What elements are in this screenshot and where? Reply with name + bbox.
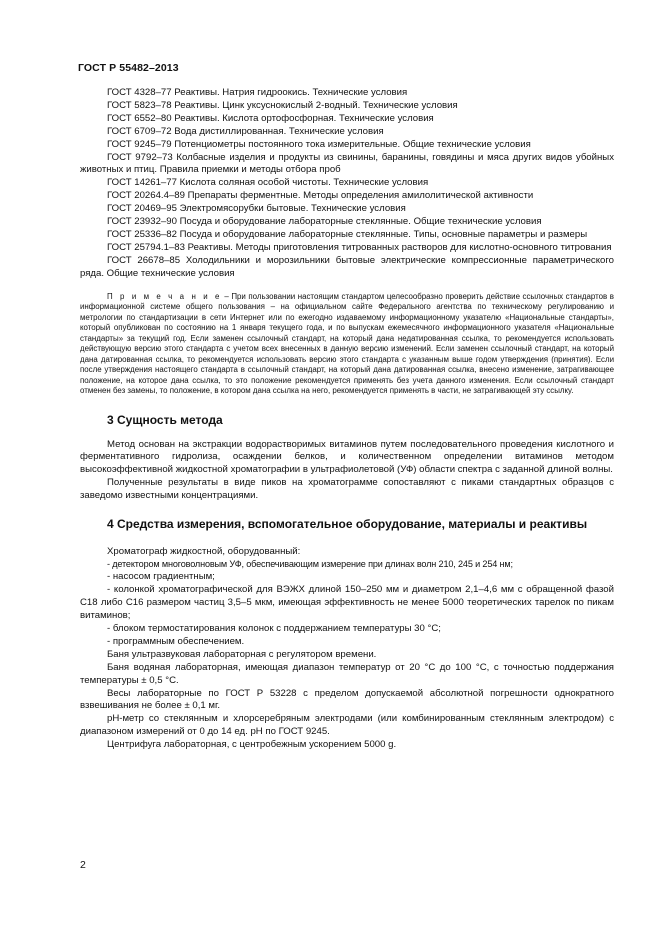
reference-item: ГОСТ 6709–72 Вода дистиллированная. Технические условия <box>107 125 384 137</box>
page-number: 2 <box>80 859 86 871</box>
section-3-paragraph: Метод основан на экстракции водорастворимых витаминов путем последовательного проведения кислотного и ферментативного гидролиза, осаждении белков, и количественном определении витаминов методом высокоэффективной жидкостной хроматографии в ультрафиолетовой (УФ) области спектра с заданной длиной волны. <box>80 438 614 476</box>
reference-item: ГОСТ 25794.1–83 Реактивы. Методы приготовления титрованных растворов для кислотно-основного титрования <box>107 241 612 253</box>
section-4-heading: 4 Средства измерения, вспомогательное оборудование, материалы и реактивы <box>107 517 588 532</box>
document-header: ГОСТ Р 55482–2013 <box>78 62 179 74</box>
section-3-heading: 3 Сущность метода <box>107 412 223 427</box>
equipment-line: Весы лабораторные по ГОСТ Р 53228 с пределом допускаемой абсолютной погрешности однократного взвешивания не более ± 0,1 мг. <box>80 687 614 712</box>
equipment-line: - программным обеспечением. <box>107 635 245 647</box>
note-text: – При пользовании настоящим стандартом целесообразно проверить действие ссылочных стандартов в информационной системе общего пользования – на официальном сайте Федерального агентства по техническому регулированию и метрологии по стандартизации в сети Интернет или по ежегодно издаваемому информационному указателю «Национальные стандарты», который опубликован по состоянию на 1 января текущего года, и по выпускам ежемесячного информационного указателя «Национальные стандарты» за текущий год. Если заменен ссылочный стандарт, на который дана недатированная ссылка, то рекомендуется использовать действующую версию этого стандарта с учетом всех внесенных в данную версию изменений. Если заменен ссылочный стандарт, на который дана датированная ссылка, то рекомендуется использовать версию этого стандарта с указанным выше годом утверждения (принятия). Если после утверждения настоящего стандарта в ссылочный стандарт, на который дана датированная ссылка, внесено изменение, затрагивающее положение, на которое дана ссылка, то это положение рекомендуется применять без учета данного изменения. Если ссылочный стандарт отменен без замены, то положение, в котором дана ссылка на него, рекомендуется применять в части, не затрагивающей эту ссылку. <box>80 291 614 396</box>
reference-item: ГОСТ 26678–85 Холодильники и морозильники бытовые электрические компрессионные параметрического ряда. Общие технические условия <box>80 254 614 279</box>
reference-item: ГОСТ 20264.4–89 Препараты ферментные. Методы определения амилолитической активности <box>107 190 534 202</box>
reference-item: ГОСТ 4328–77 Реактивы. Натрия гидроокись. Технические условия <box>107 87 408 98</box>
equipment-line: рН-метр со стеклянным и хлорсеребряным электродами (или комбинированным стеклянным электродом) с диапазоном измерений от 0 до 14 ед. рН по ГОСТ 9245. <box>80 713 614 738</box>
document-body <box>80 87 614 752</box>
equipment-line: - колонкой хроматографической для ВЭЖХ длиной 150–250 мм и диаметром 2,1–4,6 мм с обращенной фазой С18 либо С16 размером частиц 3,5–5 мкм, имеющая эффективность не менее 5000 теоретических тарелок по пикам витаминов; <box>80 584 614 622</box>
reference-item: ГОСТ 9792–73 Колбасные изделия и продукты из свинины, баранины, говядины и мяса других видов убойных животных и птиц. Правила приемки и методы отбора проб <box>80 151 614 176</box>
reference-item: ГОСТ 14261–77 Кислота соляная особой чистоты. Технические условия <box>107 177 429 189</box>
equipment-line: Хроматограф жидкостной, оборудованный: <box>107 545 301 557</box>
equipment-line: - детектором многоволновым УФ, обеспечивающим измерение при длинах волн 210, 245 и 254 нм; <box>107 559 513 570</box>
reference-item: ГОСТ 25336–82 Посуда и оборудование лабораторные стеклянные. Типы, основные параметры и размеры <box>107 228 588 240</box>
section-3-paragraph: Полученные результаты в виде пиков на хроматограмме сопоставляют с пиками стандартных образцов с заведомо известными концентрациями. <box>80 477 614 502</box>
reference-item: ГОСТ 5823–78 Реактивы. Цинк уксуснокислый 2-водный. Технические условия <box>107 99 458 111</box>
reference-item: ГОСТ 23932–90 Посуда и оборудование лабораторные стеклянные. Общие технические условия <box>107 216 542 228</box>
reference-item: ГОСТ 6552–80 Реактивы. Кислота ортофосфорная. Технические условия <box>107 112 434 124</box>
equipment-line: Центрифуга лабораторная, с центробежным ускорением 5000 g. <box>107 739 397 751</box>
equipment-line: Баня водяная лабораторная, имеющая диапазон температур от 20 °С до 100 °С, с точностью поддержания температуры ± 0,5 °С. <box>80 661 614 686</box>
equipment-line: Баня ультразвуковая лабораторная с регулятором времени. <box>107 648 377 660</box>
equipment-line: - насосом градиентным; <box>107 571 215 583</box>
equipment-line: - блоком термостатирования колонок с поддержанием температуры 30 °С; <box>107 622 441 634</box>
reference-item: ГОСТ 9245–79 Потенциометры постоянного тока измерительные. Общие технические условия <box>107 138 531 150</box>
reference-list <box>80 87 614 281</box>
note-paragraph <box>80 292 614 397</box>
note-label: П р и м е ч а н и е <box>107 291 222 301</box>
reference-item: ГОСТ 20469–95 Электромясорубки бытовые. Технические условия <box>107 203 406 215</box>
